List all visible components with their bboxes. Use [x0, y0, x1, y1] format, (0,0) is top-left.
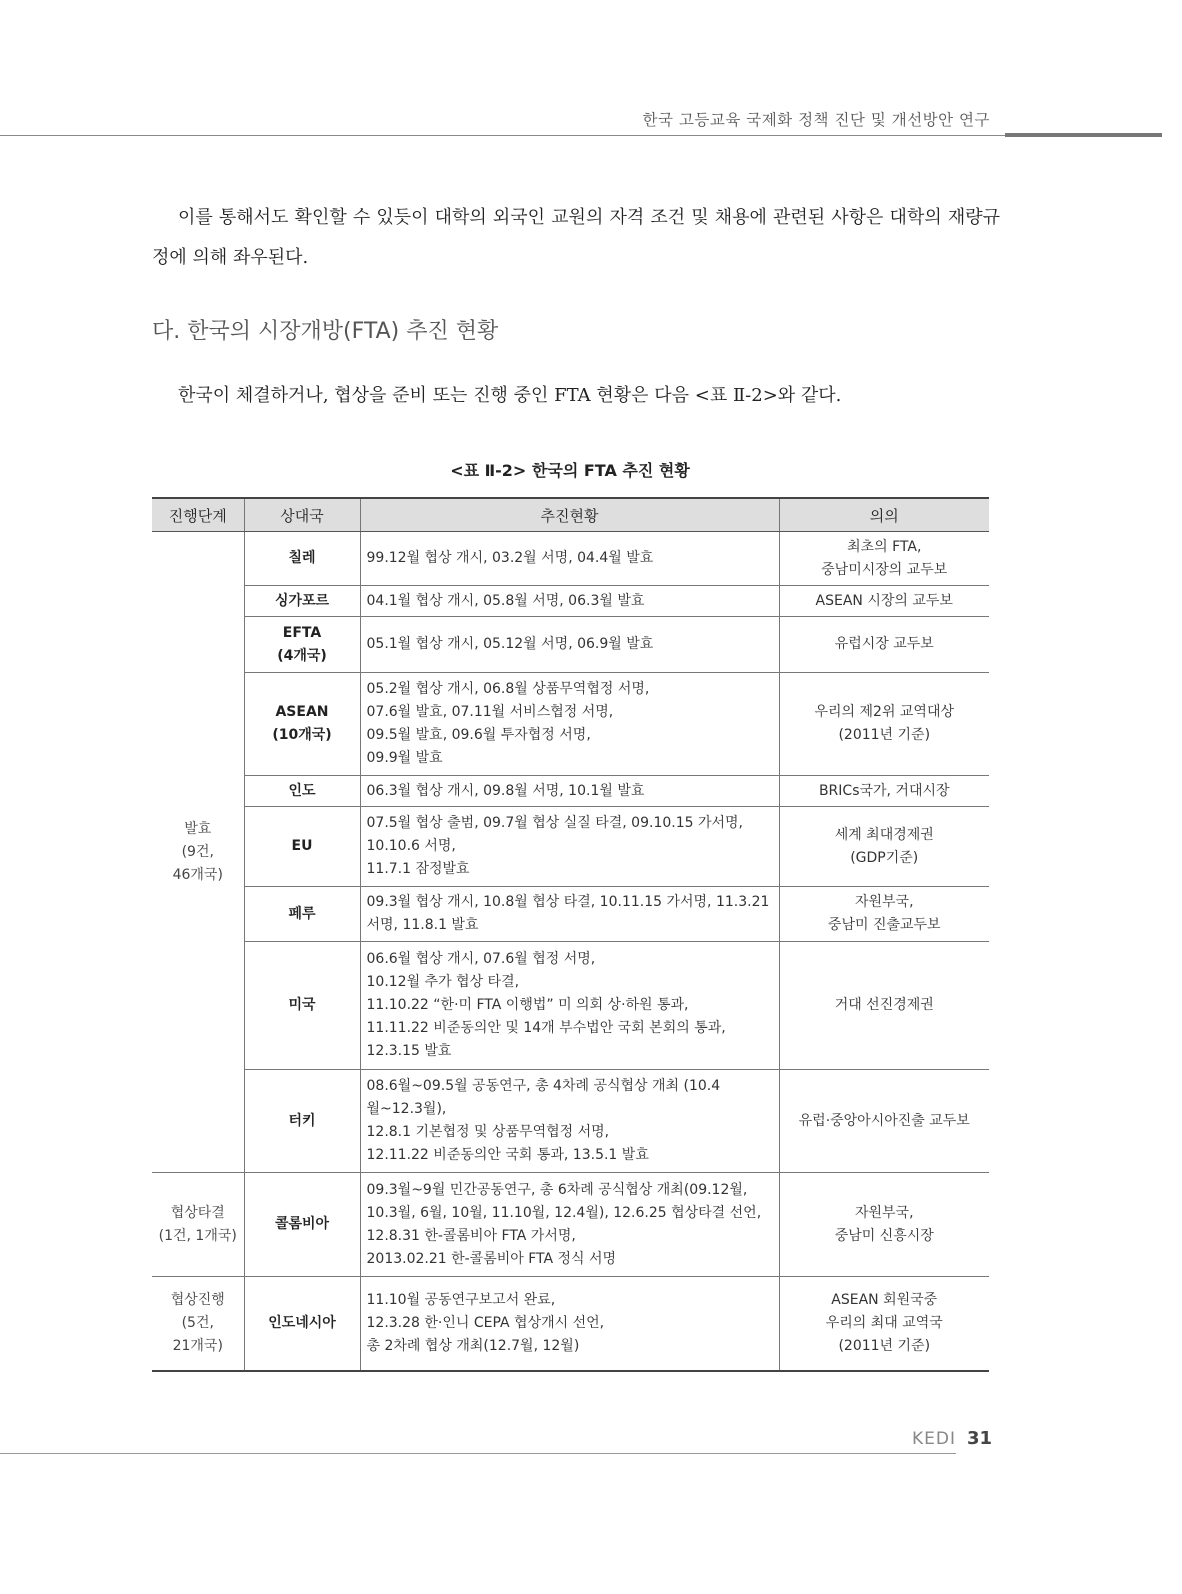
country-label: 터키 [288, 1112, 316, 1129]
country-label: 페루 [288, 905, 316, 922]
meaning-cell: 자원부국, 중남미 진출교두보 [779, 887, 989, 942]
stage-cell-in-force [152, 532, 244, 1173]
country-cell [244, 532, 360, 586]
country-cell [244, 1277, 360, 1371]
table-row [152, 1277, 989, 1371]
meaning-cell: ASEAN 회원국중 우리의 최대 교역국 (2011년 기준) [779, 1277, 989, 1371]
country-cell [244, 776, 360, 807]
progress-cell: 11.10월 공동연구보고서 완료, 12.3.28 한·인니 CEPA 협상개시 선언, 총 2차례 협상 개최(12.7월, 12월) [360, 1277, 779, 1371]
fta-table [152, 497, 989, 1372]
meaning-cell: 유럽시장 교두보 [779, 617, 989, 673]
country-cell [244, 617, 360, 673]
section-title: 다. 한국의 시장개방(FTA) 추진 현황 [152, 319, 499, 344]
stage-label: 협상진행 (5건, 21개국) [170, 1291, 225, 1354]
header-stage: 진행단계 [152, 498, 244, 532]
footer-org-label: KEDI [912, 1429, 956, 1449]
table-header-row [152, 498, 989, 532]
progress-cell: 08.6월~09.5월 공동연구, 총 4차례 공식협상 개최 (10.4 월~12.3월), 12.8.1 기본협정 및 상품무역협정 서명, 12.11.22 비준동의안 국회 통과, 13.5.1 발효 [360, 1070, 779, 1173]
table-row [152, 1070, 989, 1173]
table-row [152, 776, 989, 807]
country-cell [244, 1070, 360, 1173]
header-rule [0, 135, 1005, 136]
country-label: 인도 [288, 782, 316, 799]
progress-cell: 04.1월 협상 개시, 05.8월 서명, 06.3월 발효 [360, 586, 779, 617]
country-label: 콜롬비아 [274, 1216, 330, 1232]
meaning-cell: ASEAN 시장의 교두보 [779, 586, 989, 617]
country-label: 칠레 [288, 550, 316, 566]
country-cell [244, 586, 360, 617]
country-cell [244, 807, 360, 887]
country-cell [244, 673, 360, 776]
header-progress: 추진현황 [360, 498, 779, 532]
progress-cell: 99.12월 협상 개시, 03.2월 서명, 04.4월 발효 [360, 532, 779, 586]
country-label: 인도네시아 [268, 1314, 336, 1331]
stage-cell-negotiating [152, 1277, 244, 1371]
footer-rule [0, 1453, 956, 1454]
table-row [152, 586, 989, 617]
progress-cell: 09.3월~9월 민간공동연구, 총 6차례 공식협상 개최(09.12월, 10.3월, 6월, 10월, 11.10월, 12.4월), 12.6.25 협상타결 선언, 12.8.31 한-콜롬비아 FTA 가서명, 2013.02.21 한-콜롬비아 FTA 정식 서명 [360, 1173, 779, 1277]
progress-cell: 07.5월 협상 출범, 09.7월 협상 실질 타결, 09.10.15 가서명, 10.10.6 서명, 11.7.1 잠정발효 [360, 807, 779, 887]
meaning-cell: 최초의 FTA, 중남미시장의 교두보 [779, 532, 989, 586]
body-paragraph-2: 한국이 체결하거나, 협상을 준비 또는 진행 중인 FTA 현황은 다음 <표 Ⅱ-2>와 같다. [178, 385, 842, 406]
progress-cell: 06.6월 협상 개시, 07.6월 협정 서명, 10.12월 추가 협상 타결, 11.10.22 “한·미 FTA 이행법” 미 의회 상·하원 통과, 11.11.22 비준동의안 및 14개 부수법안 국회 본회의 통과, 12.3.15 발효 [360, 942, 779, 1070]
stage-label: 협상타결 (1건, 1개국) [158, 1204, 237, 1244]
country-cell [244, 887, 360, 942]
meaning-cell: 유럽·중앙아시아진출 교두보 [779, 1070, 989, 1173]
country-cell [244, 1173, 360, 1277]
table-row [152, 887, 989, 942]
meaning-cell: 우리의 제2위 교역대상 (2011년 기준) [779, 673, 989, 776]
table-row [152, 942, 989, 1070]
meaning-cell: 세계 최대경제권 (GDP기준) [779, 807, 989, 887]
meaning-cell: 자원부국, 중남미 신흥시장 [779, 1173, 989, 1277]
table-row [152, 532, 989, 586]
stage-label: 발효 (9건, 46개국) [172, 820, 223, 883]
country-label: 싱가포르 [274, 592, 330, 609]
country-label: EFTA (4개국) [277, 624, 327, 664]
header-meaning: 의의 [779, 498, 989, 532]
stage-cell-concluded [152, 1173, 244, 1277]
table-row [152, 1173, 989, 1277]
body-paragraph-1: 이를 통해서도 확인할 수 있듯이 대학의 외국인 교원의 자격 조건 및 채용에 관련된 사항은 대학의 재량규정에 의해 좌우된다. [152, 207, 1000, 268]
page-number: 31 [967, 1428, 993, 1449]
running-header-title: 한국 고등교육 국제화 정책 진단 및 개선방안 연구 [642, 111, 990, 129]
table-row [152, 617, 989, 673]
table-row [152, 673, 989, 776]
header-accent-bar [1005, 133, 1162, 137]
progress-cell: 06.3월 협상 개시, 09.8월 서명, 10.1월 발효 [360, 776, 779, 807]
table-row [152, 807, 989, 887]
country-label: EU [291, 838, 313, 854]
progress-cell: 05.1월 협상 개시, 05.12월 서명, 06.9월 발효 [360, 617, 779, 673]
progress-cell: 05.2월 협상 개시, 06.8월 상품무역협정 서명, 07.6월 발효, 07.11월 서비스협정 서명, 09.5월 발효, 09.6월 투자협정 서명, 09.9월 발효 [360, 673, 779, 776]
meaning-cell: 거대 선진경제권 [779, 942, 989, 1070]
progress-cell: 09.3월 협상 개시, 10.8월 협상 타결, 10.11.15 가서명, 11.3.21 서명, 11.8.1 발효 [360, 887, 779, 942]
country-label: ASEAN (10개국) [272, 704, 332, 743]
meaning-cell: BRICs국가, 거대시장 [779, 776, 989, 807]
header-country: 상대국 [244, 498, 360, 532]
country-label: 미국 [288, 997, 316, 1013]
country-cell [244, 942, 360, 1070]
table-caption: <표 Ⅱ-2> 한국의 FTA 추진 현황 [450, 461, 690, 480]
